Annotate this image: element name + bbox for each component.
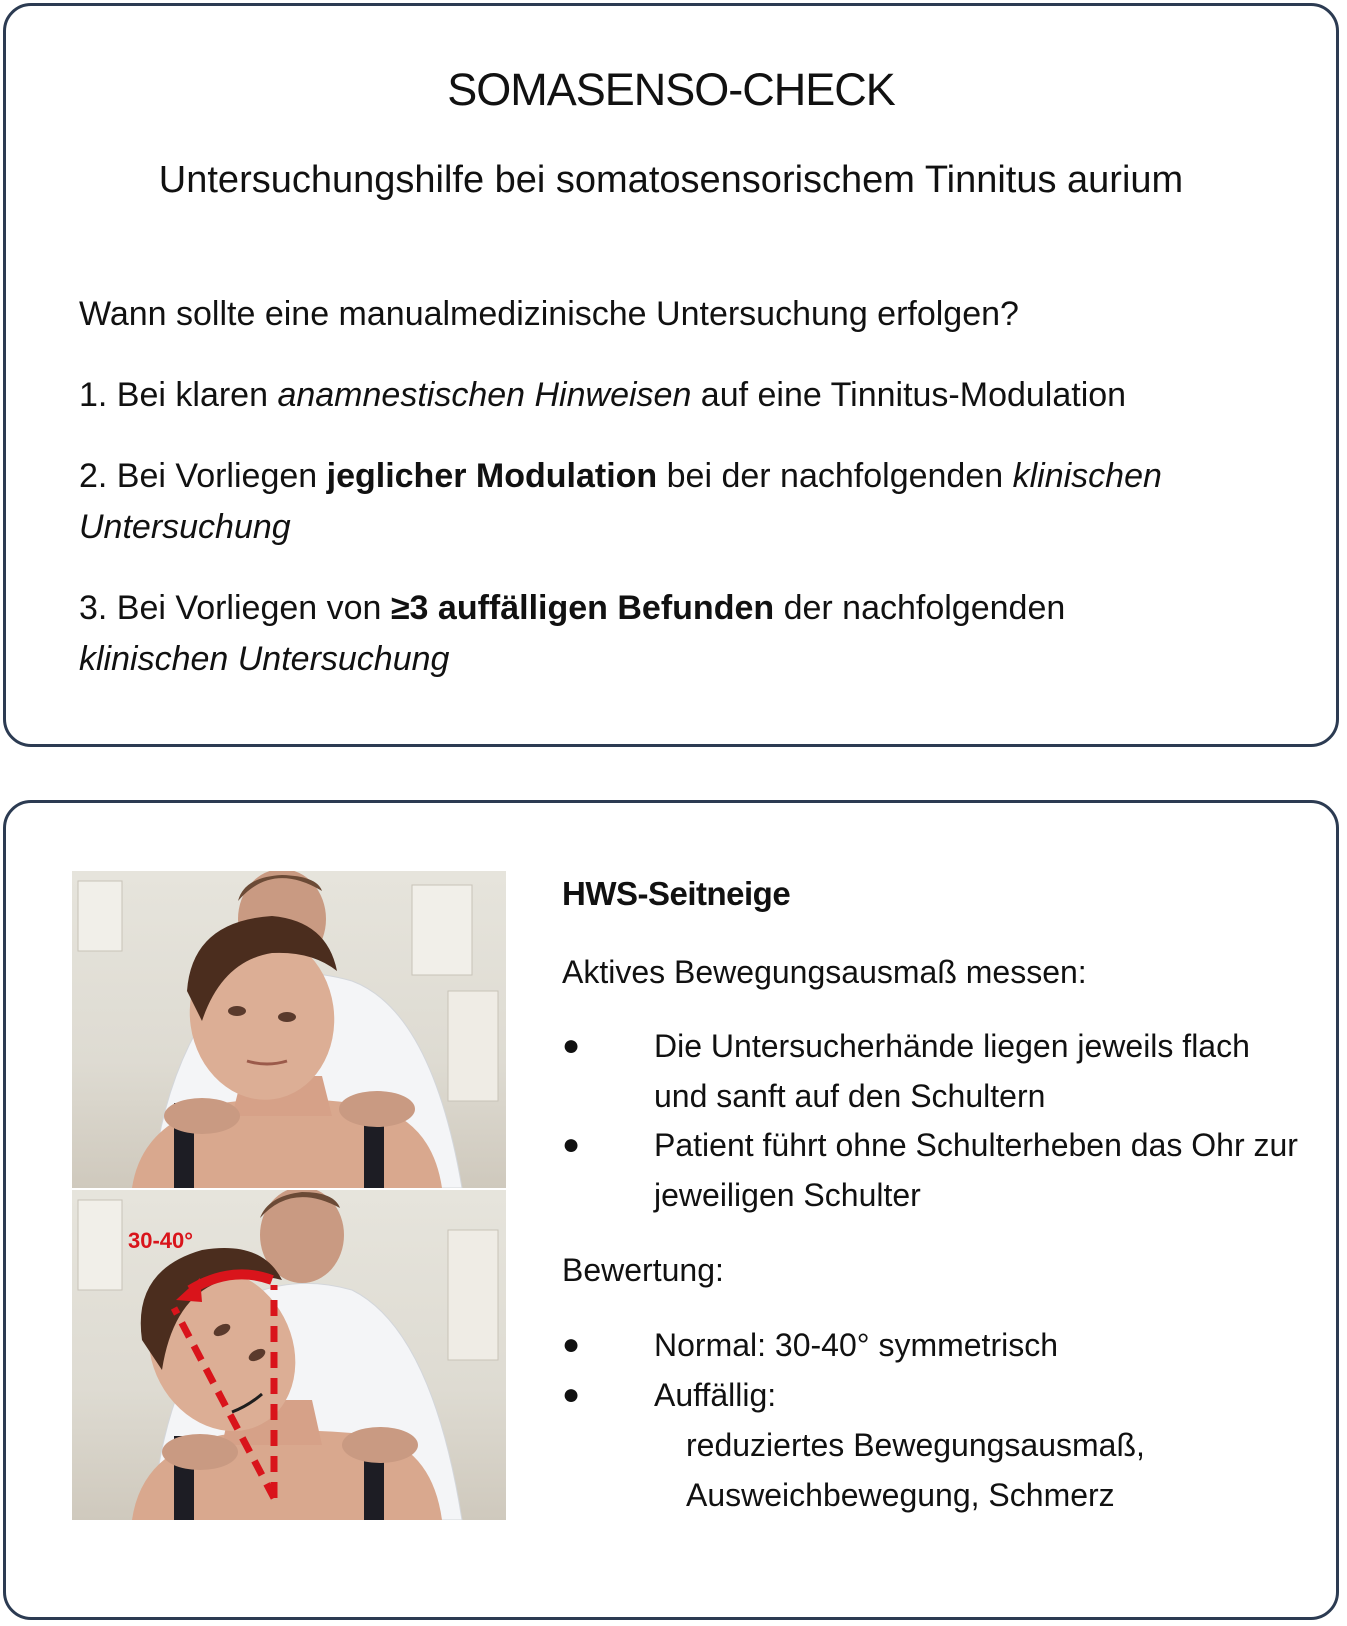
- info-card: [3, 3, 1339, 747]
- criterion-3-prefix: 3. Bei Vorliegen von: [79, 589, 391, 627]
- instruction-item: Patient führt ohne Schulterheben das Ohr zur jeweiligen Schulter: [654, 1127, 1298, 1213]
- criterion-3-bold: ≥3 auffälligen Befunden: [390, 589, 775, 627]
- criterion-3-middle: der nachfolgenden: [774, 589, 1066, 627]
- exam-photo-neutral: [72, 871, 506, 1188]
- rating-item-normal: Normal: 30-40° symmetrisch: [654, 1327, 1058, 1363]
- criterion-3: [79, 583, 1279, 685]
- bullet-icon: ●: [562, 1328, 581, 1361]
- bullet-icon: ●: [562, 1029, 581, 1062]
- exam-photo-tilt: [72, 1190, 506, 1520]
- criterion-2-bold: jeglicher Modulation: [326, 457, 658, 495]
- criterion-2: [79, 451, 1279, 553]
- question-text: Wann sollte eine manualmedizinische Untersuchung erfolgen?: [79, 295, 1019, 333]
- criterion-2-emphasis: klinischen Untersuchung: [79, 457, 1162, 546]
- criterion-1: [79, 370, 1279, 421]
- instruction-item: Die Untersucherhände liegen jeweils flach und sanft auf den Schultern: [654, 1028, 1250, 1114]
- abnormal-detail: reduziertes Bewegungsausmaß, Ausweichbewegung, Schmerz: [686, 1427, 1145, 1513]
- criterion-1-prefix: 1. Bei klaren: [79, 376, 278, 414]
- criterion-3-emphasis: klinischen Untersuchung: [79, 640, 450, 678]
- bullet-icon: ●: [562, 1128, 581, 1161]
- rating-item-abnormal: Auffällig:: [654, 1377, 777, 1413]
- active-range-label: Aktives Bewegungsausmaß messen:: [562, 954, 1087, 990]
- rating-label: Bewertung:: [562, 1252, 724, 1288]
- criterion-2-middle: bei der nachfolgenden: [657, 457, 1013, 495]
- exam-card: [3, 800, 1339, 1620]
- criterion-2-prefix: 2. Bei Vorliegen: [79, 457, 327, 495]
- angle-label: 30-40°: [128, 1228, 194, 1253]
- exam-title: HWS-Seitneige: [562, 875, 791, 912]
- criterion-1-suffix: auf eine Tinnitus-Modulation: [691, 376, 1127, 414]
- photo-neutral-illustration: [72, 871, 506, 1188]
- bullet-icon: ●: [562, 1378, 581, 1411]
- page-subtitle: Untersuchungshilfe bei somatosensorischem Tinnitus aurium: [158, 159, 1184, 201]
- page-title: SOMASENSO-CHECK: [447, 64, 895, 115]
- criterion-1-emphasis: anamnestischen Hinweisen: [277, 376, 692, 414]
